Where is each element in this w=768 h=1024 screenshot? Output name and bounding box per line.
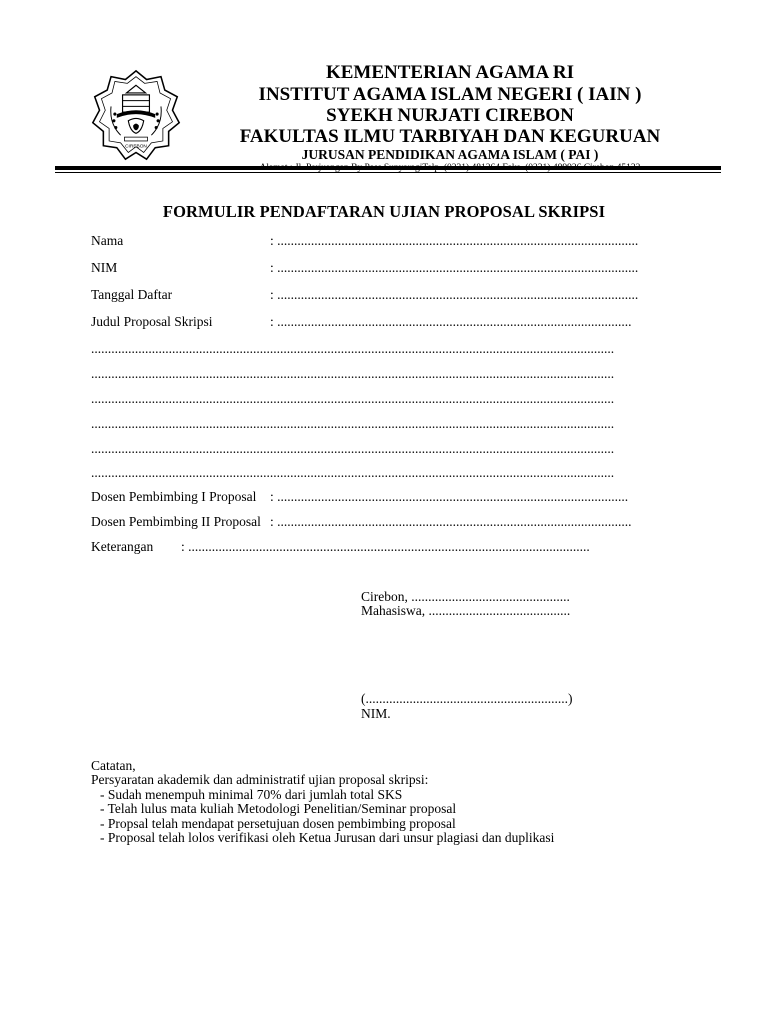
signature-nim: NIM. <box>361 706 391 721</box>
ministry-name: KEMENTERIAN AGAMA RI <box>325 62 575 83</box>
notes-heading: Catatan, <box>91 758 136 773</box>
field-value[interactable]: : ........................................................................................................... <box>270 260 639 275</box>
list-item: - Sudah menempuh minimal 70% dari jumlah total SKS <box>100 786 403 802</box>
letterhead-divider-thin <box>55 172 721 173</box>
notes-section <box>91 759 554 845</box>
faculty-name: FAKULTAS ILMU TARBIYAH DAN KEGURUAN <box>239 126 661 147</box>
field-label: NIM <box>91 260 118 275</box>
list-item: - Telah lulus mata kuliah Metodologi Penelitian/Seminar proposal <box>100 801 457 817</box>
seal-text: CIREBON <box>125 144 147 150</box>
letterhead <box>190 62 710 174</box>
field-label: Judul Proposal Skripsi <box>91 314 213 329</box>
notes-intro: Persyaratan akademik dan administratif ujian proposal skripsi: <box>91 772 429 788</box>
form-title: FORMULIR PENDAFTARAN UJIAN PROPOSAL SKRIPSI <box>162 202 606 221</box>
field-label: Dosen Pembimbing II Proposal <box>91 514 261 529</box>
letterhead-divider <box>55 166 721 170</box>
field-label: Nama <box>91 233 124 248</box>
field-label: Tanggal Daftar <box>91 287 173 302</box>
title-continuation-line[interactable]: ........................................................................................................................................................... <box>91 366 615 381</box>
field-label: Keterangan <box>91 539 154 554</box>
field-value[interactable]: : ......................................................................................................... <box>270 314 632 329</box>
title-continuation-line[interactable]: ........................................................................................................................................................... <box>91 416 615 431</box>
title-continuation-line[interactable]: ........................................................................................................................................................... <box>91 391 615 406</box>
signature-name-line[interactable]: (............................................................) <box>361 691 573 706</box>
field-value[interactable]: : ........................................................................................................... <box>270 287 639 302</box>
signature-place-date[interactable]: Cirebon, ............................................... <box>361 589 570 604</box>
field-value[interactable]: : ....................................................................................................................... <box>181 539 590 554</box>
title-continuation-line[interactable]: ........................................................................................................................................................... <box>91 441 615 456</box>
list-item: - Propsal telah mendapat persetujuan dosen pembimbing proposal <box>100 815 456 831</box>
field-label: Dosen Pembimbing I Proposal <box>91 489 257 504</box>
department-name: JURUSAN PENDIDIKAN AGAMA ISLAM ( PAI ) <box>301 147 599 162</box>
requirements-list <box>91 788 554 846</box>
institute-name: INSTITUT AGAMA ISLAM NEGERI ( IAIN ) <box>258 84 642 105</box>
signature-student[interactable]: Mahasiswa, .......................................... <box>361 603 571 618</box>
list-item: - Proposal telah lolos verifikasi oleh Ketua Jurusan dari unsur plagiasi dan duplikasi <box>100 830 555 846</box>
institution-seal-icon <box>88 68 184 164</box>
field-value[interactable]: : ......................................................................................................... <box>270 514 632 529</box>
title-continuation-line[interactable]: ........................................................................................................................................................... <box>91 341 615 356</box>
institute-subname: SYEKH NURJATI CIREBON <box>326 105 574 126</box>
field-value[interactable]: : ........................................................................................................... <box>270 233 639 248</box>
field-value[interactable]: : ........................................................................................................ <box>270 489 629 504</box>
title-continuation-line[interactable]: ........................................................................................................................................................... <box>91 465 615 480</box>
